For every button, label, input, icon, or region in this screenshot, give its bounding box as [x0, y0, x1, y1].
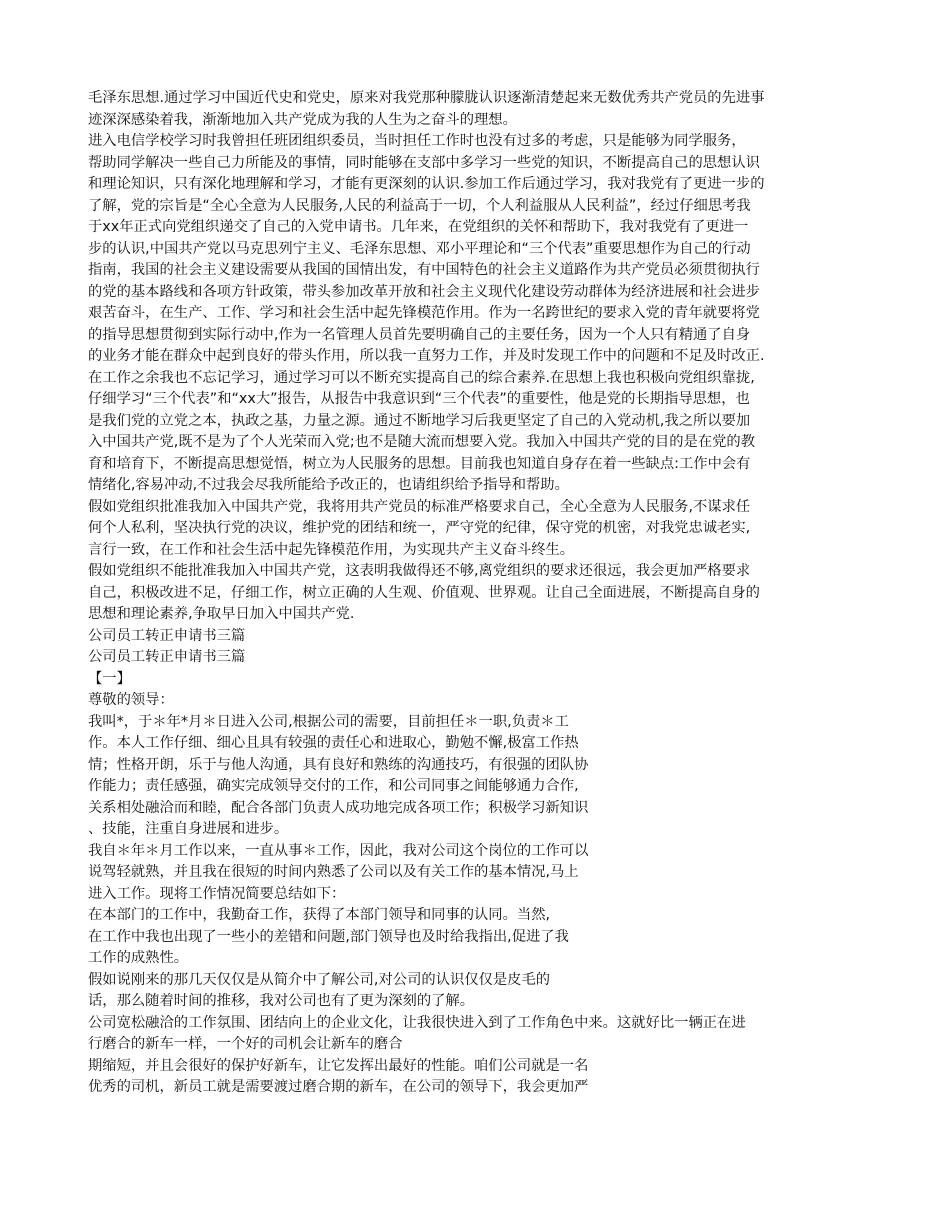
text-line-43: 话，那么随着时间的推移，我对公司也有了更为深刻的了解。	[88, 993, 475, 1009]
text-line-33: 作能力；责任感强，确实完成领导交付的工作，和公司同事之间能够通力合作,	[88, 778, 579, 794]
text-line-34: 关系相处融洽而和睦，配合各部门负责人成功地完成各项工作；积极学习新知识	[88, 799, 589, 816]
text-line-10: 的党的基本路线和各项方针政策，带头参加改革开放和社会主义现代化建设劳动群体为经济进展和社会进步	[88, 283, 760, 300]
section-subtitle: 公司员工转正申请书三篇	[88, 649, 246, 665]
text-line-5: 和理论知识，只有深化地理解和学习，才能有更深刻的认识.参加工作后通过学习，我对我党有了更进一步的	[88, 176, 765, 192]
text-line-16: 是我们党的立党之本，执政之基，力量之源。通过不断地学习后我更坚定了自己的入党动机,我之所以要加	[88, 412, 751, 429]
text-line-32: 情；性格开朗，乐于与他人沟通，具有良好和熟练的沟通技巧，有很强的团队协	[88, 756, 589, 773]
text-line-17: 入中国共产党,既不是为了个人光荣而入党;也不是随大流而想要入党。我加入中国共产党的目的是在党的教	[88, 434, 756, 450]
text-line-47: 优秀的司机，新员工就是需要渡过磨合期的新车，在公司的领导下，我会更加严	[88, 1079, 589, 1095]
text-line-13: 的业务才能在群众中起到良好的带头作用，所以我一直努力工作，并及时发现工作中的问题和不足及时改正.	[88, 348, 765, 364]
text-line-40: 在工作中我也出现了一些小的差错和问题,部门领导也及时给我指出,促进了我	[88, 928, 569, 945]
text-line-38: 进入工作。现将工作情况简要总结如下：	[88, 885, 346, 902]
text-line-20: 假如党组织批准我加入中国共产党，我将用共产党员的标准严格要求自己，全心全意为人民服务,不谋求任	[88, 498, 751, 515]
text-line-18: 育和培育下，不断提高思想觉悟，树立为人民服务的思想。目前我也知道自身存在着一些缺点:工作中会有	[88, 455, 751, 472]
text-line-35: 、技能，注重自身进展和进步。	[88, 821, 289, 837]
text-line-1: 毛泽东思想.通过学习中国近代史和党史，原来对我党那种朦胧认识逐渐清楚起来无数优秀共产党员的先进事	[88, 90, 765, 106]
text-line-2: 迹深深感染着我，渐渐地加入共产党成为我的人生为之奋斗的理想。	[88, 111, 517, 128]
text-line-7: 于xx年正式向党组织递交了自己的入党申请书。几年来，在党组织的关怀和帮助下，我对我党有了更进一	[88, 219, 749, 235]
text-line-12: 的指导思想贯彻到实际行动中,作为一名管理人员首先要明确自己的主要任务，因为一个人只有精通了自身	[88, 326, 751, 343]
text-line-23: 假如党组织不能批准我加入中国共产党，这表明我做得还不够,离党组织的要求还很远，我会更加严格要求	[88, 563, 751, 579]
text-line-4: 帮助同学解决一些自己力所能及的事情，同时能够在支部中多学习一些党的知识，不断提高自己的思想认识	[88, 154, 760, 171]
text-line-36: 我自＊年＊月工作以来，一直从事＊工作，因此，我对公司这个岗位的工作可以	[88, 842, 589, 859]
document-page	[88, 88, 868, 1099]
part-heading: 【一】	[88, 670, 131, 687]
text-line-30: 我叫*，于＊年*月＊日进入公司,根据公司的需要，目前担任＊一职,负责＊工	[88, 713, 569, 730]
text-line-41: 工作的成熟性。	[88, 950, 189, 966]
text-line-31: 作。本人工作仔细、细心且具有较强的责任心和进取心，勤勉不懈,极富工作热	[88, 735, 579, 751]
text-line-11: 艰苦奋斗，在生产、工作、学习和社会生活中起先锋模范作用。作为一名跨世纪的要求入党的青年就要将党	[88, 305, 760, 321]
text-line-24: 自己，积极改进不足，仔细工作，树立正确的人生观、价值观、世界观。让自己全面进展，不断提高自身的	[88, 584, 760, 601]
text-line-3: 进入电信学校学习时我曾担任班团组织委员，当时担任工作时也没有过多的考虑，只是能够为同学服务，	[88, 133, 746, 149]
text-line-19: 情绪化,容易冲动,不过我会尽我所能给予改正的，也请组织给予指导和帮助。	[88, 477, 569, 493]
text-line-25: 思想和理论素养,争取早日加入中国共产党.	[88, 606, 355, 622]
salutation: 尊敬的领导：	[88, 692, 174, 708]
text-line-22: 言行一致，在工作和社会生活中起先锋模范作用，为实现共产主义奋斗终生。	[88, 541, 575, 558]
section-title: 公司员工转正申请书三篇	[88, 627, 246, 644]
text-line-39: 在本部门的工作中，我勤奋工作，获得了本部门领导和同事的认同。当然,	[88, 907, 551, 923]
text-line-44: 公司宽松融洽的工作氛围、团结向上的企业文化，让我很快进入到了工作角色中来。这就好比一辆正在进	[88, 1014, 746, 1031]
text-line-8: 步的认识,中国共产党以马克思列宁主义、毛泽东思想、邓小平理论和“三个代表”重要思想作为自己的行动	[88, 240, 751, 257]
text-line-45: 行磨合的新车一样，一个好的司机会让新车的磨合	[88, 1036, 403, 1052]
text-line-6: 了解，党的宗旨是“全心全意为人民服务,人民的利益高于一切，个人利益服从人民利益”，经过仔细思考我	[88, 197, 751, 214]
text-line-46: 期缩短，并且会很好的保护好新车，让它发挥出最好的性能。咱们公司就是一名	[88, 1057, 589, 1074]
text-line-15: 仔细学习“三个代表”和“xx大”报告，从报告中我意识到“三个代表”的重要性，他是党的长期指导思想，也	[88, 391, 750, 407]
text-line-42: 假如说刚来的那几天仅仅是从简介中了解公司,对公司的认识仅仅是皮毛的	[88, 971, 551, 988]
text-line-21: 何个人私利，坚决执行党的决议，维护党的团结和统一，严守党的纪律，保守党的机密，对我党忠诚老实,	[88, 520, 751, 536]
text-line-9: 指南，我国的社会主义建设需要从我国的国情出发，有中国特色的社会主义道路作为共产党员必须贯彻执行	[88, 262, 760, 278]
text-line-37: 说驾轻就熟，并且我在很短的时间内熟悉了公司以及有关工作的基本情况,马上	[88, 864, 579, 880]
text-line-14: 在工作之余我也不忘记学习，通过学习可以不断充实提高自己的综合素养.在思想上我也积极向党组织靠拢,	[88, 369, 755, 386]
